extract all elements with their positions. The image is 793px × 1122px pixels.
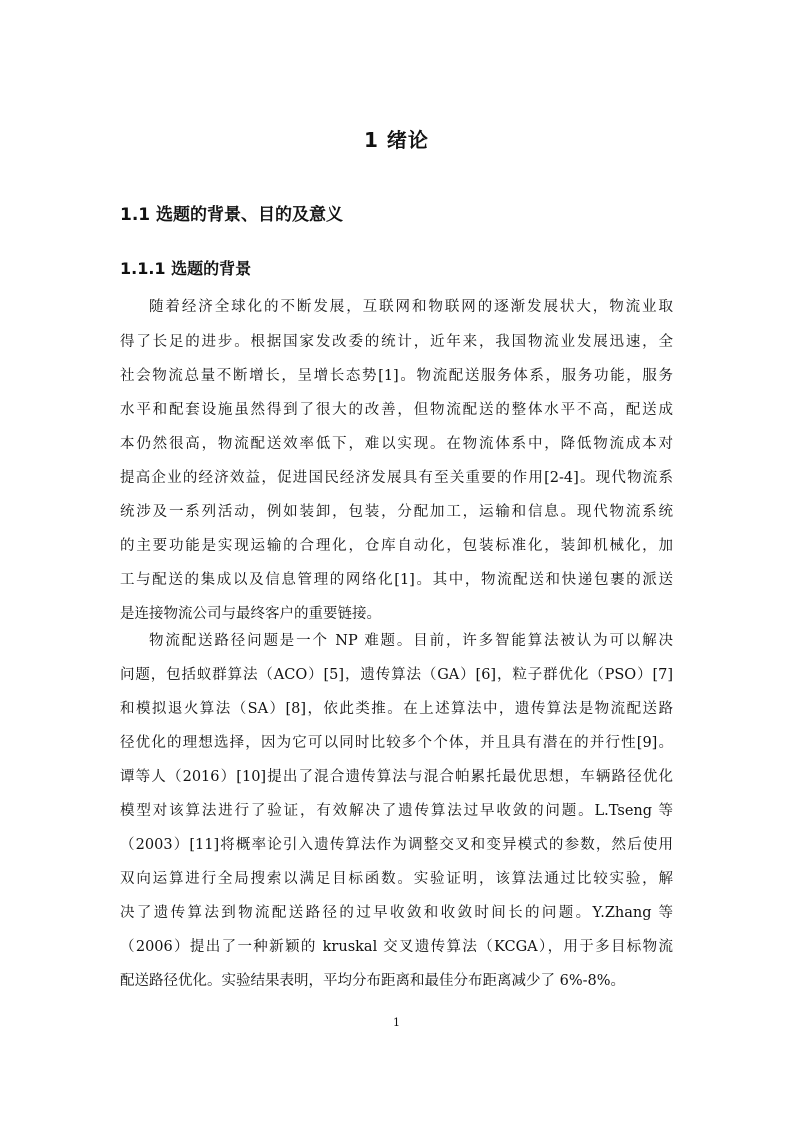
paragraph-line: 社会物流总量不断增长，呈增长态势[1]。物流配送服务体系，服务功能，服务 — [120, 368, 673, 384]
paragraph-line: 谭等人（2016）[10]提出了混合遗传算法与混合帕累托最优思想，车辆路径优化 — [120, 769, 673, 785]
paragraph-line: 物流配送路径问题是一个 NP 难题。目前，许多智能算法被认为可以解决 — [149, 633, 673, 649]
paragraph-line: 工与配送的集成以及信息管理的网络化[1]。其中，物流配送和快递包裹的派送 — [120, 572, 673, 588]
subsection-title: 1.1.1 选题的背景 — [120, 259, 252, 278]
paragraph-line: 统涉及一系列活动，例如装卸，包装，分配加工，运输和信息。现代物流系统 — [120, 504, 673, 520]
paragraph-line: 径优化的理想选择，因为它可以同时比较多个个体，并且具有潜在的并行性[9]。 — [120, 735, 673, 751]
paragraph-line: 配送路径优化。实验结果表明，平均分布距离和最佳分布距离减少了 6%-8%。 — [120, 973, 626, 989]
paragraph-line: 得了长足的进步。根据国家发改委的统计，近年来，我国物流业发展迅速，全 — [120, 334, 673, 350]
paragraph-line: 的主要功能是实现运输的合理化，仓库自动化，包装标准化，装卸机械化，加 — [120, 538, 673, 554]
paragraph-line: 是连接物流公司与最终客户的重要链接。 — [120, 606, 381, 622]
paragraph-line: 提高企业的经济效益，促进国民经济发展具有至关重要的作用[2-4]。现代物流系 — [120, 470, 673, 486]
paragraph-line: 本仍然很高，物流配送效率低下，难以实现。在物流体系中，降低物流成本对 — [120, 436, 673, 452]
paragraph-line: （2003）[11]将概率论引入遗传算法作为调整交叉和变异模式的参数，然后使用 — [120, 837, 673, 853]
paragraph-line: （2006）提出了一种新颖的 kruskal 交叉遗传算法（KCGA），用于多目标物流 — [120, 939, 673, 955]
paragraph-line: 模型对该算法进行了验证，有效解决了遗传算法过早收敛的问题。L.Tseng 等 — [120, 803, 673, 819]
section-title: 1.1 选题的背景、目的及意义 — [120, 205, 344, 225]
page-number: 1 — [393, 1016, 400, 1029]
chapter-title: 1 绪论 — [364, 128, 429, 152]
paragraph-line: 决了遗传算法到物流配送路径的过早收敛和收敛时间长的问题。Y.Zhang 等 — [120, 905, 673, 921]
paragraph-line: 和模拟退火算法（SA）[8]，依此类推。在上述算法中，遗传算法是物流配送路 — [120, 701, 673, 717]
paragraph-line: 水平和配套设施虽然得到了很大的改善，但物流配送的整体水平不高，配送成 — [120, 402, 673, 418]
paragraph-line: 问题，包括蚁群算法（ACO）[5]，遗传算法（GA）[6]，粒子群优化（PSO）[7] — [120, 667, 673, 683]
paragraph-line: 随着经济全球化的不断发展，互联网和物联网的逐渐发展状大，物流业取 — [149, 299, 673, 315]
paragraph-line: 双向运算进行全局搜索以满足目标函数。实验证明，该算法通过比较实验，解 — [120, 871, 673, 887]
